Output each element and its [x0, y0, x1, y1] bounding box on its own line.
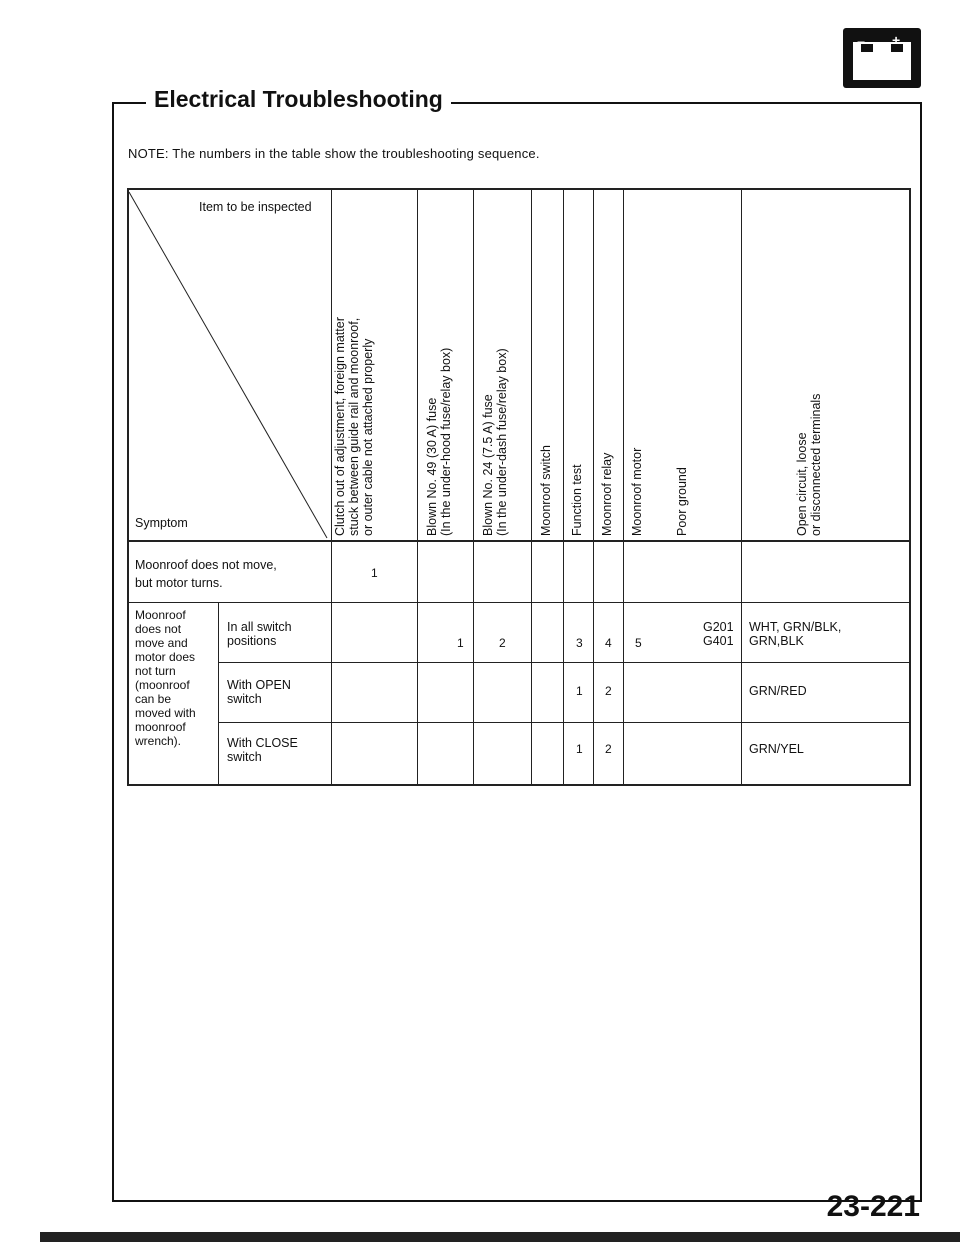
row1-symptom: Moonroof does not move, but motor turns. — [135, 558, 277, 590]
col-header-moonroof-motor: Moonroof motor — [630, 447, 644, 536]
corner-item-label: Item to be inspected — [199, 200, 312, 214]
row-a-ground: G201 G401 — [703, 620, 734, 648]
page-number: 23-221 — [826, 1190, 920, 1223]
col-header-function-test: Function test — [570, 464, 584, 536]
col-header-moonroof-switch: Moonroof switch — [539, 444, 553, 536]
frame-left-rule — [112, 102, 114, 1202]
corner-diagonal — [127, 188, 331, 540]
row-a-test: 3 — [576, 636, 583, 650]
battery-icon: − + — [843, 28, 921, 88]
col-header-open-circuit: Open circuit, loose or disconnected terminals — [795, 393, 823, 536]
row-a-open: WHT, GRN/BLK, GRN,BLK — [749, 620, 842, 648]
row1-clutch-value: 1 — [371, 566, 378, 580]
frame-bottom-rule — [112, 1200, 922, 1202]
troubleshooting-table — [127, 188, 911, 786]
row-b-open: GRN/RED — [749, 684, 807, 698]
frame-right-rule — [920, 102, 922, 1202]
row-c-test: 1 — [576, 742, 583, 756]
row-a-fuse24: 2 — [499, 636, 506, 650]
col-header-fuse-24: Blown No. 24 (7.5 A) fuse (In the under-dash fuse/relay box) — [481, 348, 509, 536]
row-c-open: GRN/YEL — [749, 742, 804, 756]
col-header-fuse-49: Blown No. 49 (30 A) fuse (In the under-hood fuse/relay box) — [425, 347, 453, 536]
note-text: NOTE: The numbers in the table show the troubleshooting sequence. — [128, 146, 540, 161]
row-b-relay: 2 — [605, 684, 612, 698]
col-header-clutch: Clutch out of adjustment, foreign matter stuck between guide rail and moonroof, or outer cable not attached properly — [333, 317, 375, 536]
row-c-condition: With CLOSE switch — [227, 736, 298, 764]
col-header-moonroof-relay: Moonroof relay — [600, 452, 614, 536]
bottom-bar — [40, 1232, 960, 1242]
row-a-condition: In all switch positions — [227, 620, 292, 648]
row-c-relay: 2 — [605, 742, 612, 756]
row-a-relay: 4 — [605, 636, 612, 650]
col-header-poor-ground: Poor ground — [675, 467, 689, 536]
row-a-motor: 5 — [635, 636, 642, 650]
corner-symptom-label: Symptom — [135, 516, 188, 530]
group-symptom-label: Moonroof does not move and motor does not turn (moonroof can be moved with moonroof wrench). — [135, 608, 196, 748]
row-b-condition: With OPEN switch — [227, 678, 291, 706]
row-b-test: 1 — [576, 684, 583, 698]
row-a-fuse49: 1 — [457, 636, 464, 650]
page-title: Electrical Troubleshooting — [146, 84, 451, 114]
